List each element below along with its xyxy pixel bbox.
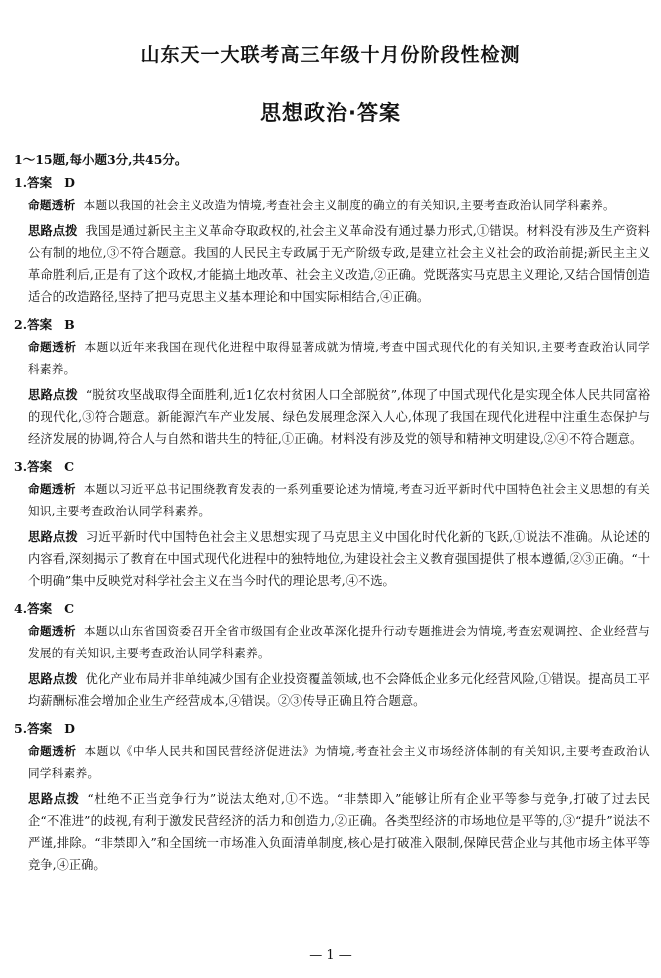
hint-label: 思路点拨 bbox=[28, 224, 78, 238]
analysis-text: 本题以习近平总书记围绕教育发表的一系列重要论述为情境,考查习近平新时代中国特色社会主义思想的有关知识,主要考查政治认同学科素养。 bbox=[28, 482, 650, 518]
analysis-label: 命题透析 bbox=[28, 198, 76, 212]
question-number: 5. bbox=[14, 721, 28, 736]
answer-label: 答案 bbox=[27, 601, 53, 616]
analysis-label: 命题透析 bbox=[28, 340, 77, 354]
page-number: — 1 — bbox=[309, 948, 352, 963]
solution-hint bbox=[28, 788, 650, 876]
answer-value: D bbox=[64, 175, 75, 190]
hint-label: 思路点拨 bbox=[28, 792, 80, 806]
analysis-text: 本题以《中华人民共和国民营经济促进法》为情境,考查社会主义市场经济体制的有关知识,主要考查政治认同学科素养。 bbox=[28, 744, 650, 780]
solution-hint bbox=[28, 526, 650, 592]
hint-text: 优化产业布局并非单纯减少国有企业投资覆盖领域,也不会降低企业多元化经营风险,①错误。提高员工平均薪酬标准会增加企业生产经营成本,④错误。②③传导正确且符合题意。 bbox=[28, 672, 650, 708]
question-number: 1. bbox=[14, 175, 28, 190]
question-header bbox=[14, 598, 650, 620]
hint-label: 思路点拨 bbox=[28, 388, 78, 402]
question-analysis bbox=[28, 194, 650, 216]
questions-list bbox=[14, 172, 650, 882]
hint-text: “脱贫攻坚战取得全面胜利,近1亿农村贫困人口全部脱贫”,体现了中国式现代化是实现全体人民共同富裕的现代化,③符合题意。新能源汽车产业发展、绿色发展理念深入人心,体现了我国在现代化进程中注重生态保护与经济发展的协调,符合人与自然和谐共生的特征,①正确。材料没有涉及党的领导和精神文明建设,②④不符合题意。 bbox=[28, 388, 650, 446]
question-header bbox=[14, 718, 650, 740]
answer-value: C bbox=[64, 459, 75, 474]
question-header bbox=[14, 456, 650, 478]
solution-hint bbox=[28, 384, 650, 450]
question-block bbox=[14, 314, 650, 450]
question-analysis bbox=[28, 336, 650, 380]
analysis-text: 本题以我国的社会主义改造为情境,考查社会主义制度的确立的有关知识,主要考查政治认同学科素养。 bbox=[83, 198, 615, 212]
question-header bbox=[14, 314, 650, 336]
analysis-label: 命题透析 bbox=[28, 624, 76, 638]
question-block bbox=[14, 172, 650, 308]
hint-text: “杜绝不正当竞争行为”说法太绝对,①不选。“非禁即入”能够让所有企业平等参与竞争,打破了过去民企“不准进”的歧视,有利于激发民营经济的活力和创造力,②正确。各类型经济的市场地位是平等的,③“提升”说法不严谨,排除。“非禁即入”和全国统一市场准入负面清单制度,核心是打破准入限制,保障民营企业与其他市场主体平等竞争,④正确。 bbox=[28, 792, 650, 872]
question-number: 4. bbox=[14, 601, 28, 616]
analysis-label: 命题透析 bbox=[28, 482, 76, 496]
answer-value: D bbox=[64, 721, 75, 736]
score-summary: 1～15题,每小题3分,共45分。 bbox=[14, 152, 188, 167]
question-block bbox=[14, 598, 650, 712]
solution-hint bbox=[28, 220, 650, 308]
answer-label: 答案 bbox=[27, 175, 53, 190]
solution-hint bbox=[28, 668, 650, 712]
question-analysis bbox=[28, 478, 650, 522]
answer-label: 答案 bbox=[27, 721, 53, 736]
question-number: 3. bbox=[14, 459, 28, 474]
question-block bbox=[14, 456, 650, 592]
question-header bbox=[14, 172, 650, 194]
answer-label: 答案 bbox=[27, 317, 53, 332]
hint-text: 我国是通过新民主主义革命夺取政权的,社会主义革命没有通过暴力形式,①错误。材料没有涉及生产资料公有制的地位,③不符合题意。我国的人民民主专政属于无产阶级专政,是建立社会主义社会的政治前提;新民主主义革命胜利后,正是有了这个政权,才能搞土地改革、社会主义改造,②正确。党既落实马克思主义理论,又结合国情创造适合的改造路径,坚持了把马克思主义基本理论和中国实际相结合,④正确。 bbox=[28, 224, 650, 304]
analysis-text: 本题以近年来我国在现代化进程中取得显著成就为情境,考查中国式现代化的有关知识,主要考查政治认同学科素养。 bbox=[28, 340, 650, 376]
answer-subtitle: 思想政治·答案 bbox=[260, 101, 401, 125]
question-block bbox=[14, 718, 650, 876]
answer-value: B bbox=[64, 317, 75, 332]
question-number: 2. bbox=[14, 317, 28, 332]
analysis-text: 本题以山东省国资委召开全省市级国有企业改革深化提升行动专题推进会为情境,考查宏观调控、企业经营与发展的有关知识,主要考查政治认同学科素养。 bbox=[28, 624, 650, 660]
analysis-label: 命题透析 bbox=[28, 744, 77, 758]
exam-title: 山东天一大联考高三年级十月份阶段性检测 bbox=[140, 44, 521, 66]
hint-text: 习近平新时代中国特色社会主义思想实现了马克思主义中国化时代化新的飞跃,①说法不准确。从论述的内容看,深刻揭示了教育在中国式现代化进程中的独特地位,为建设社会主义教育强国提供了根本遵循,②③正确。“十个明确”集中反映党对科学社会主义在当今时代的理论思考,④不选。 bbox=[28, 530, 650, 588]
answer-label: 答案 bbox=[27, 459, 53, 474]
question-analysis bbox=[28, 620, 650, 664]
question-analysis bbox=[28, 740, 650, 784]
hint-label: 思路点拨 bbox=[28, 672, 78, 686]
answer-value: C bbox=[64, 601, 75, 616]
hint-label: 思路点拨 bbox=[28, 530, 78, 544]
